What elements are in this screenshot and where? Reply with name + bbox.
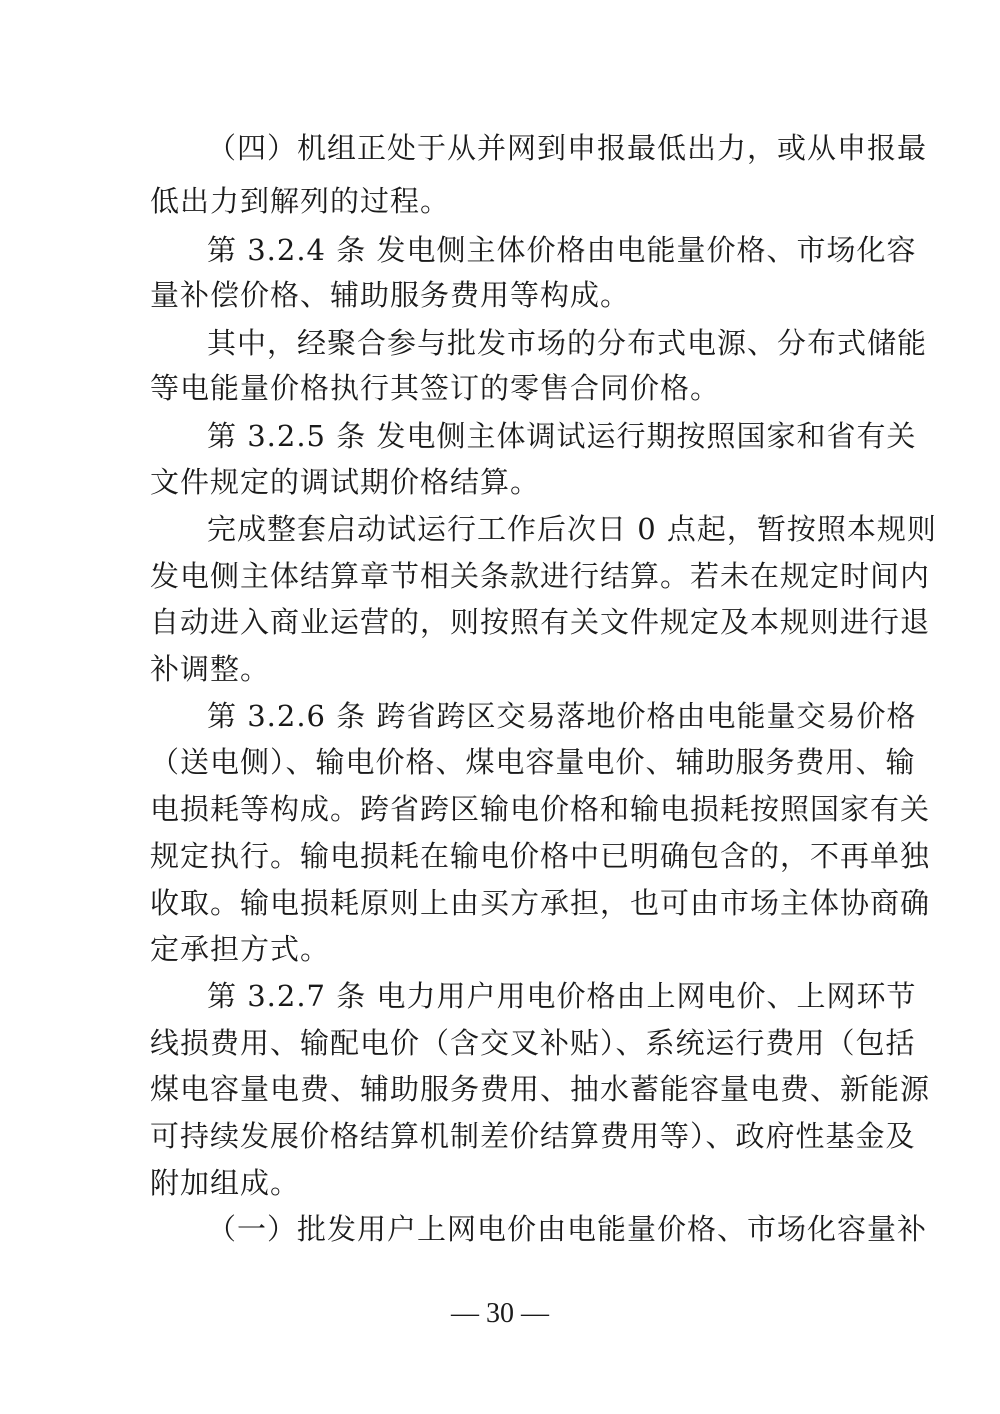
text-line: 第 3.2.7 条 电力用户用电价格由上网电价、上网环节 (207, 979, 917, 1013)
page-number: — 30 — (451, 1298, 549, 1329)
text-line: 电损耗等构成。跨省跨区输电价格和输电损耗按照国家有关 (150, 792, 931, 826)
text-line: 第 3.2.6 条 跨省跨区交易落地价格由电能量交易价格 (207, 699, 917, 733)
text-line: 线损费用、输配电价（含交叉补贴）、系统运行费用（包括 (150, 1026, 916, 1060)
text-line: 文件规定的调试期价格结算。 (150, 465, 541, 499)
text-line: 等电能量价格执行其签订的零售合同价格。 (150, 371, 721, 405)
text-line: 自动进入商业运营的，则按照有关文件规定及本规则进行退 (150, 605, 931, 639)
text-line: 其中，经聚合参与批发市场的分布式电源、分布式储能 (207, 326, 928, 360)
text-line: （四）机组正处于从并网到申报最低出力，或从申报最 (207, 131, 928, 165)
text-line: 发电侧主体结算章节相关条款进行结算。若未在规定时间内 (150, 559, 931, 593)
text-line: 煤电容量电费、辅助服务费用、抽水蓄能容量电费、新能源 (150, 1072, 931, 1106)
text-line: 第 3.2.5 条 发电侧主体调试运行期按照国家和省有关 (207, 419, 917, 453)
text-line: 补调整。 (150, 652, 271, 686)
text-line: 规定执行。输电损耗在输电价格中已明确包含的，不再单独 (150, 839, 931, 873)
text-line: 附加组成。 (150, 1166, 301, 1200)
text-line: 完成整套启动试运行工作后次日 0 点起，暂按照本规则 (207, 512, 937, 546)
text-line: 第 3.2.4 条 发电侧主体价格由电能量价格、市场化容 (207, 233, 917, 267)
text-line: 低出力到解列的过程。 (150, 184, 451, 218)
text-line: （送电侧）、输电价格、煤电容量电价、辅助服务费用、输 (150, 745, 916, 779)
text-line: 量补偿价格、辅助服务费用等构成。 (150, 278, 631, 312)
text-line: 定承担方式。 (150, 932, 331, 966)
text-line: 可持续发展价格结算机制差价结算费用等）、政府性基金及 (150, 1119, 916, 1153)
text-line: 收取。输电损耗原则上由买方承担，也可由市场主体协商确 (150, 886, 931, 920)
text-line: （一）批发用户上网电价由电能量价格、市场化容量补 (207, 1212, 928, 1246)
